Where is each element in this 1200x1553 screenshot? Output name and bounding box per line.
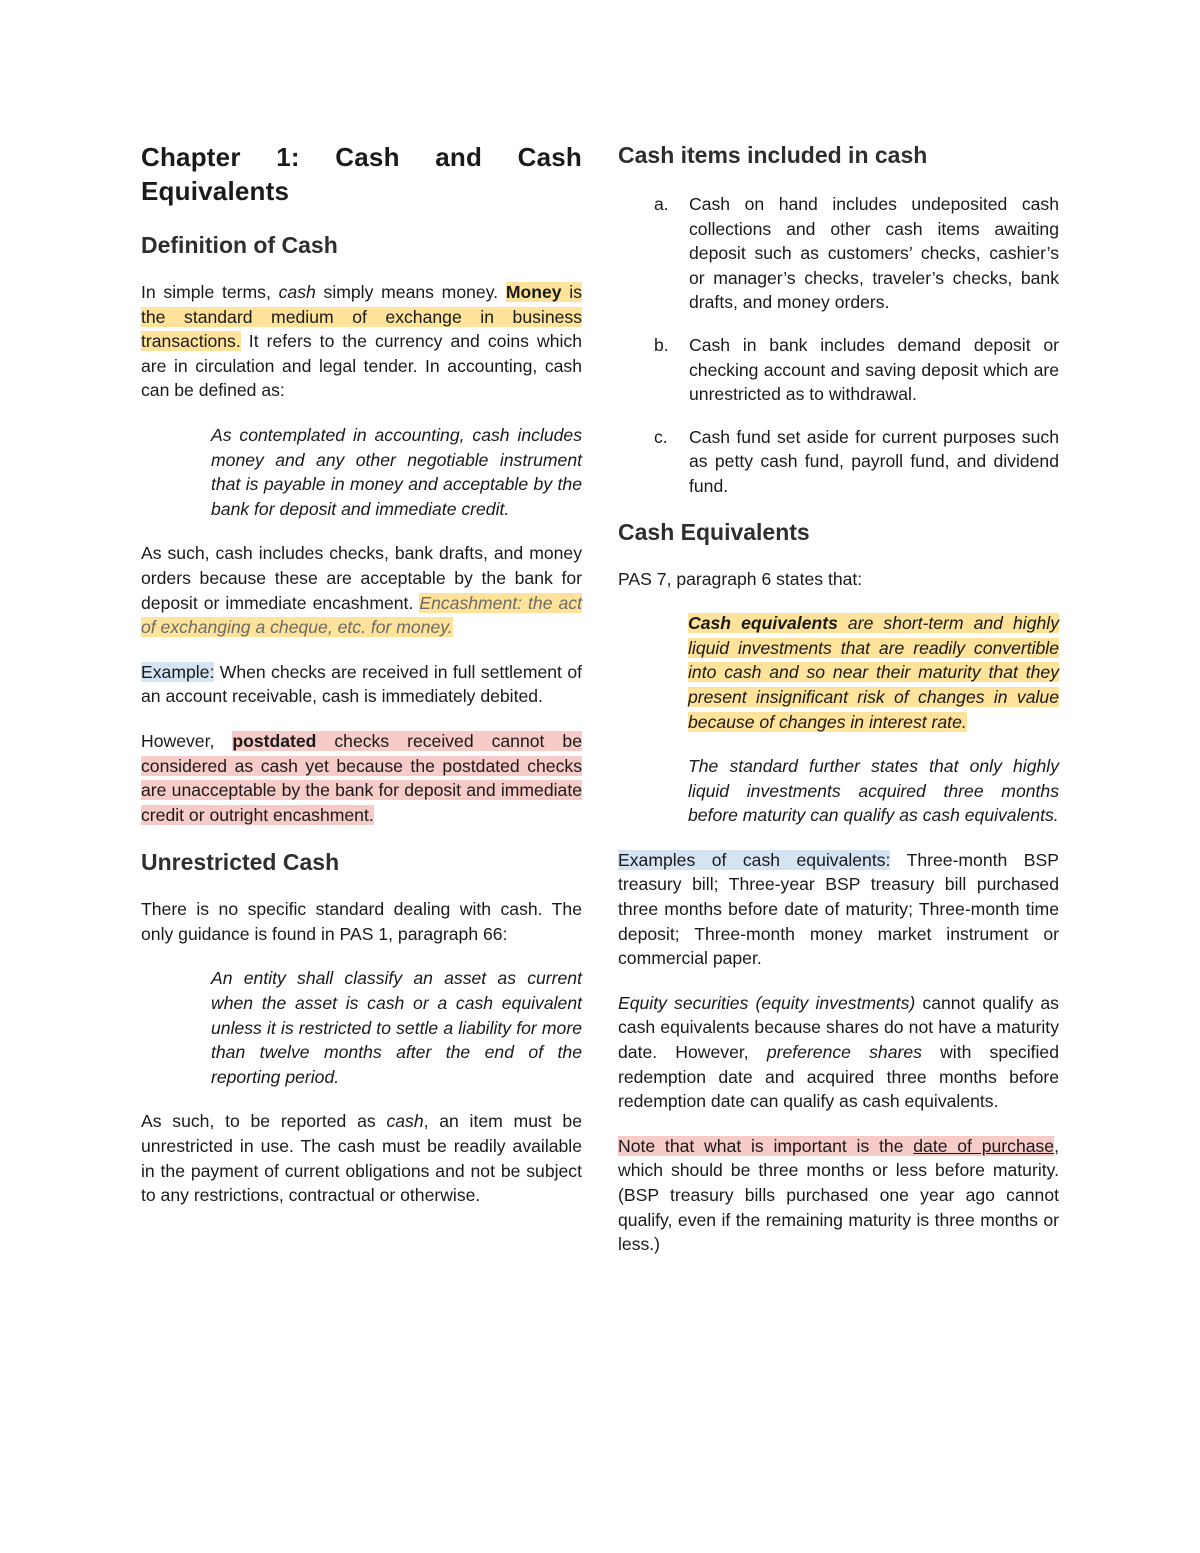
cash-equivalents-definition: Cash equivalents are short-term and highly liquid investments that are readily convertible into cash and so near their maturity that they present insignificant risk of changes in value because of changes in interest rate. xyxy=(688,613,1059,732)
example-label: Example: xyxy=(141,661,215,682)
equity-securities-paragraph: Equity securities (equity investments) cannot qualify as cash equivalents because shares do not have a maturity date. However, preference shares with specified redemption date and acquired three months before redemption date can qualify as cash equivalents. xyxy=(618,992,1059,1112)
definition-heading: Definition of Cash xyxy=(141,232,338,258)
postdated-highlight: postdated checks received cannot be considered as cash yet because the postdated checks are unacceptable by the bank for deposit and immediate credit or outright encashment. xyxy=(141,730,582,825)
checks-paragraph: As such, cash includes checks, bank drafts, and money orders because these are acceptable by the bank for deposit or immediate encashment. Encashment: the act of exchanging a cheque, etc. for money. xyxy=(141,543,582,638)
accounting-quote: As contemplated in accounting, cash includes money and any other negotiable instrument that is payable in money and acceptable by the bank for deposit and immediate credit. xyxy=(211,424,582,519)
date-of-purchase-note: Note that what is important is the date of purchase, which should be three months or less before maturity. (BSP treasury bills purchased one year ago cannot qualify, even if the remaining maturity is three months or less.) xyxy=(618,1135,1059,1255)
date-of-purchase-underlined: date of purchase xyxy=(913,1135,1055,1156)
unrestricted-paragraph: There is no specific standard dealing with cash. The only guidance is found in PAS 1, paragraph 66: xyxy=(141,899,582,944)
examples-paragraph: Examples of cash equivalents: Three-month BSP treasury bill; Three-year BSP treasury bill purchased three months before date of maturity; Three-month time deposit; Three-month money market instrument or commercial paper. xyxy=(618,849,1059,969)
list-item: c. Cash fund set aside for current purposes such as petty cash fund, payroll fund, and dividend fund. xyxy=(654,426,1059,496)
example-paragraph: Example: When checks are received in full settlement of an account receivable, cash is immediately debited. xyxy=(141,661,582,707)
list-item: a. Cash on hand includes undeposited cash collections and other cash items awaiting deposit such as customers’ checks, cashier’s or manager’s checks, traveler’s checks, bank drafts, and money orders. xyxy=(654,194,1059,313)
postdated-paragraph: However, postdated checks received cannot be considered as cash yet because the postdated checks are unacceptable by the bank for deposit and immediate credit or outright encashment. xyxy=(141,730,582,825)
left-column xyxy=(141,140,582,1228)
cash-items-heading: Cash items included in cash xyxy=(618,142,928,168)
pas7-paragraph: PAS 7, paragraph 6 states that: xyxy=(618,568,863,589)
money-highlight: Money is the standard medium of exchange in business transactions. xyxy=(141,282,582,352)
chapter-title: Chapter 1: Cash and Cash Equivalents xyxy=(141,142,582,206)
list-item: b. Cash in bank includes demand deposit or checking account and saving deposit which are unrestricted as to withdrawal. xyxy=(654,334,1059,405)
examples-label: Examples of cash equivalents: xyxy=(618,849,891,870)
encashment-note: Encashment: the act of exchanging a cheque, etc. for money. xyxy=(141,592,582,638)
unrestricted-heading: Unrestricted Cash xyxy=(141,849,340,876)
standard-further-quote: The standard further states that only highly liquid investments acquired three months before maturity can qualify as cash equivalents. xyxy=(688,756,1059,826)
cash-items-list xyxy=(618,192,1059,499)
reported-cash-paragraph: As such, to be reported as cash, an item must be unrestricted in use. The cash must be readily available in the payment of current obligations and not be subject to any restrictions, contractual or otherwise. xyxy=(141,1111,582,1206)
right-column xyxy=(618,140,1059,1277)
cash-equivalents-heading: Cash Equivalents xyxy=(618,518,810,545)
definition-paragraph: In simple terms, cash simply means money. Money is the standard medium of exchange in business transactions. It refers to the currency and coins which are in circulation and legal tender. In accounting, cash can be defined as: xyxy=(141,282,582,401)
pas1-quote: An entity shall classify an asset as current when the asset is cash or a cash equivalent unless it is restricted to settle a liability for more than twelve months after the end of the reporting period. xyxy=(211,968,582,1087)
